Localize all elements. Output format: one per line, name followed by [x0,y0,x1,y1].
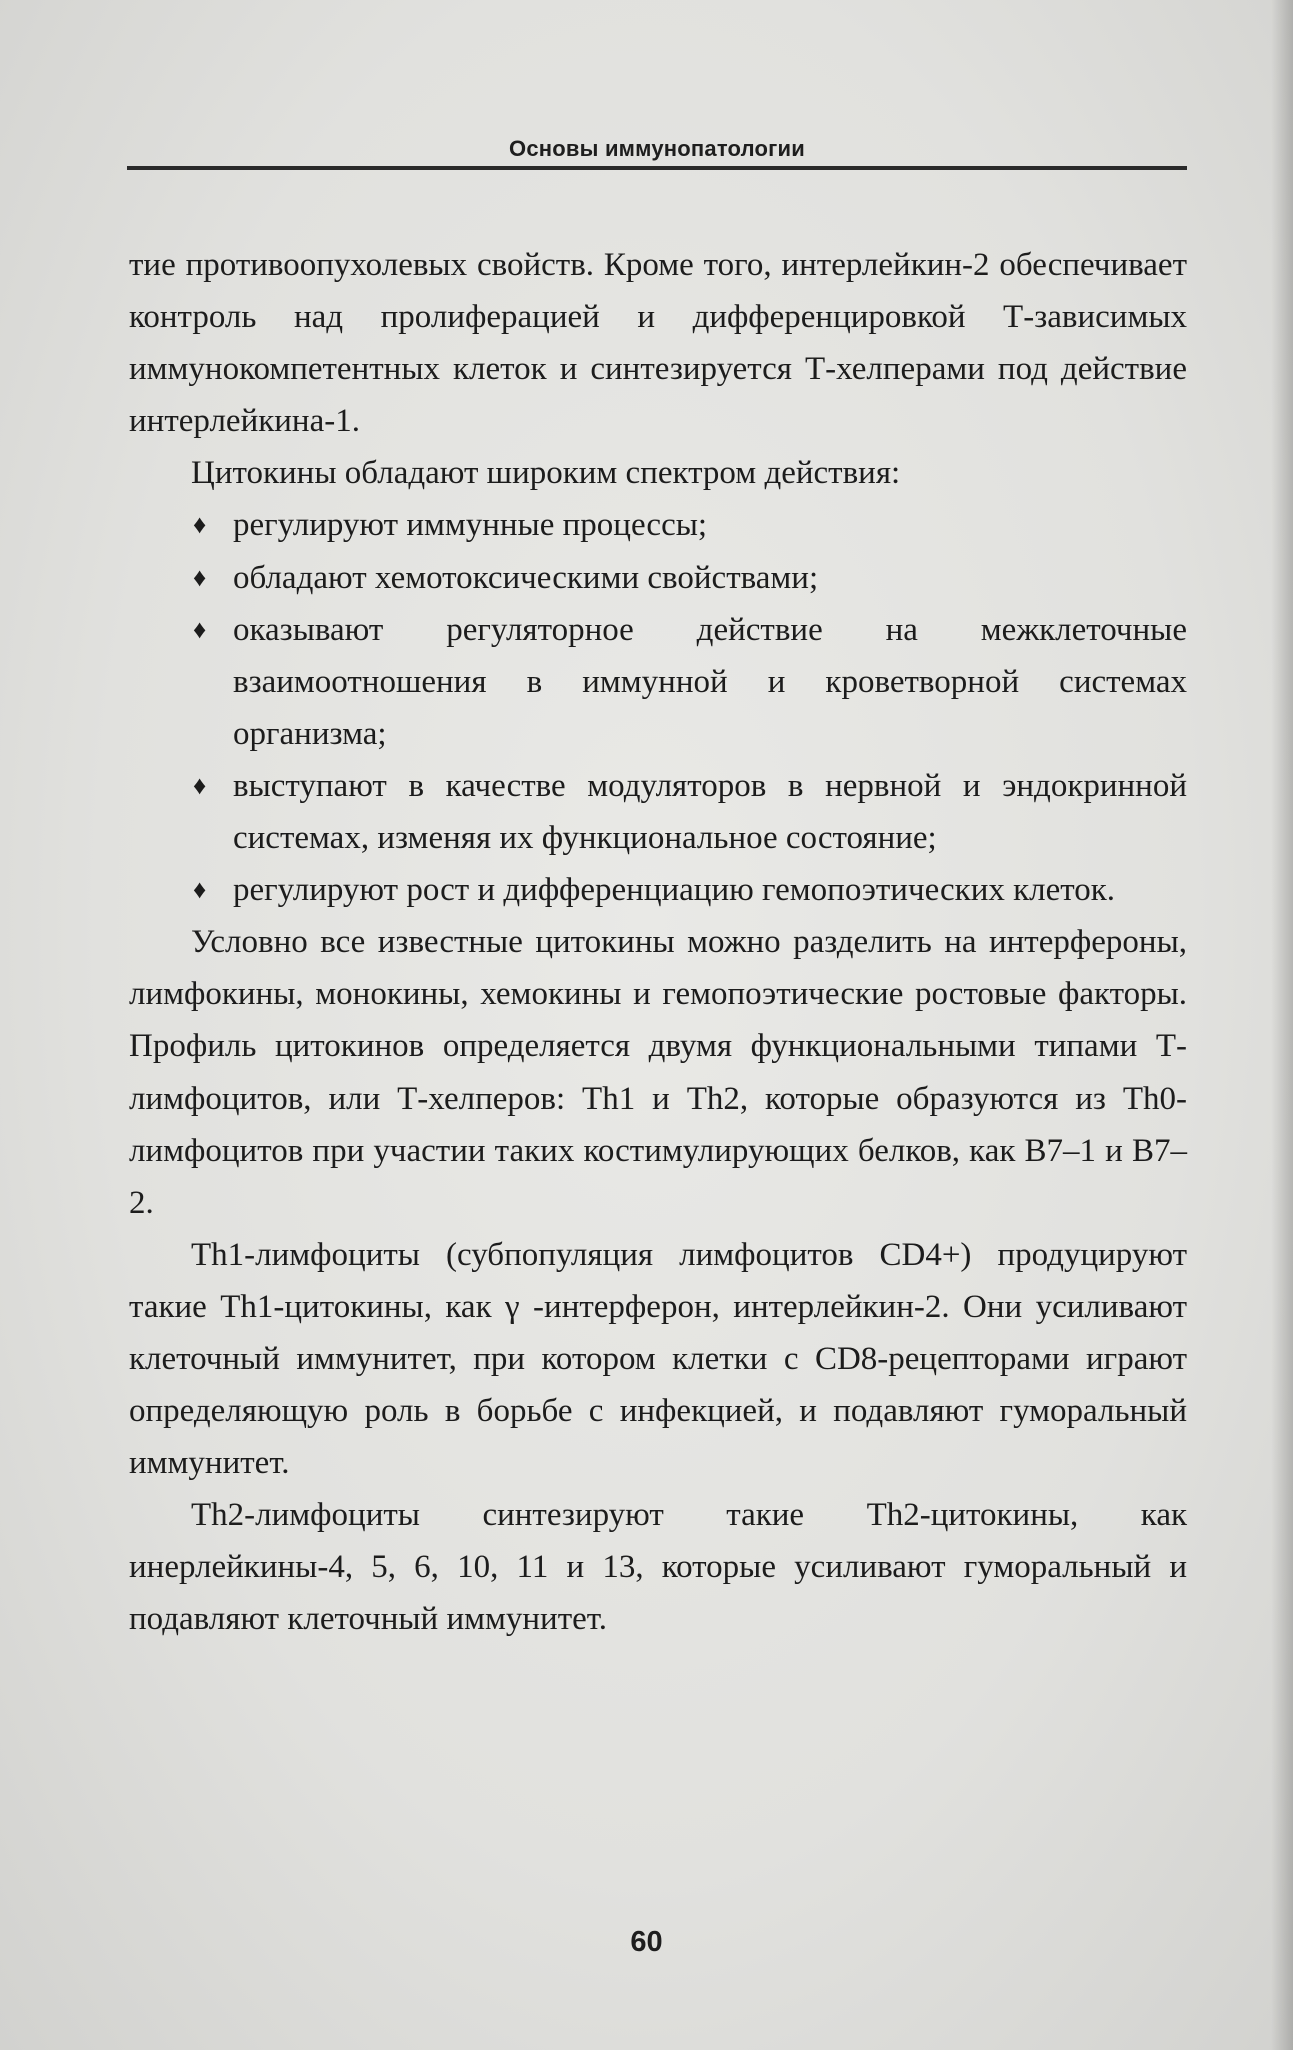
list-item [193,604,1187,760]
list-item-text: регулируют иммунные процессы; [233,507,708,544]
page-number: 60 [630,1926,663,1958]
paragraph-3: Условно все известные цитокины можно разделить на интерфероны, лимфокины, монокины, хемокины и гемопоэтические ростовые факторы. Профиль цитокинов определяется двумя функциональными типами Т-лимфоцитов, или Т-хелперов: Th1 и Th2, которые образуются из Th0-лимфоцитов при участии таких костимулирующих белков, как В7–1 и В7–2. [129,924,1187,1221]
list-item-text: регулируют рост и дифференциацию гемопоэтических клеток. [233,872,1116,909]
list-item [193,552,1187,604]
bullet-list [129,499,1187,916]
paragraph-4: Th1-лимфоциты (субпопуляция лимфоцитов CD4+) продуцируют такие Th1-цитокины, как γ -интерферон, интерлейкин-2. Они усиливают клеточный иммунитет, при котором клетки с CD8-рецепторами играют определяющую роль в борьбе с инфекцией, и подавляют гуморальный иммунитет. [129,1236,1187,1482]
diamond-bullet-icon: ♦ [193,510,207,540]
paragraph-5: Th2-лимфоциты синтезируют такие Th2-цитокины, как инерлейкины-4, 5, 6, 10, 11 и 13, которые усиливают гуморальный и подавляют клеточный иммунитет. [129,1497,1187,1638]
list-item-text: оказывают регуляторное действие на межклеточные взаимоотношения в иммунной и кроветворной системах организма; [233,611,1187,752]
page-edge-shadow [1271,0,1293,2050]
paragraph-1: тие противоопухолевых свойств. Кроме того, интерлейкин-2 обеспечивает контроль над пролиферацией и дифференцировкой Т-зависимых иммунокомпетентных клеток и синтезируется Т-хелперами под действие интерлейкина-1. [129,247,1187,440]
body-text [129,239,1187,1646]
running-header [127,132,1187,168]
diamond-bullet-icon: ♦ [193,614,207,644]
diamond-bullet-icon: ♦ [193,562,207,592]
diamond-bullet-icon: ♦ [193,875,207,905]
list-item-text: выступают в качестве модуляторов в нервной и эндокринной системах, изменяя их функциональное состояние; [233,767,1187,857]
list-item [193,760,1187,864]
list-item [193,864,1187,916]
list-item [193,499,1187,551]
list-item-text: обладают хемотоксическими свойствами; [233,559,819,596]
paragraph-2-intro: Цитокины обладают широким спектром действия: [191,455,901,492]
diamond-bullet-icon: ♦ [193,770,207,800]
header-rule [127,166,1187,170]
running-header-title: Основы иммунопатологии [509,136,805,161]
